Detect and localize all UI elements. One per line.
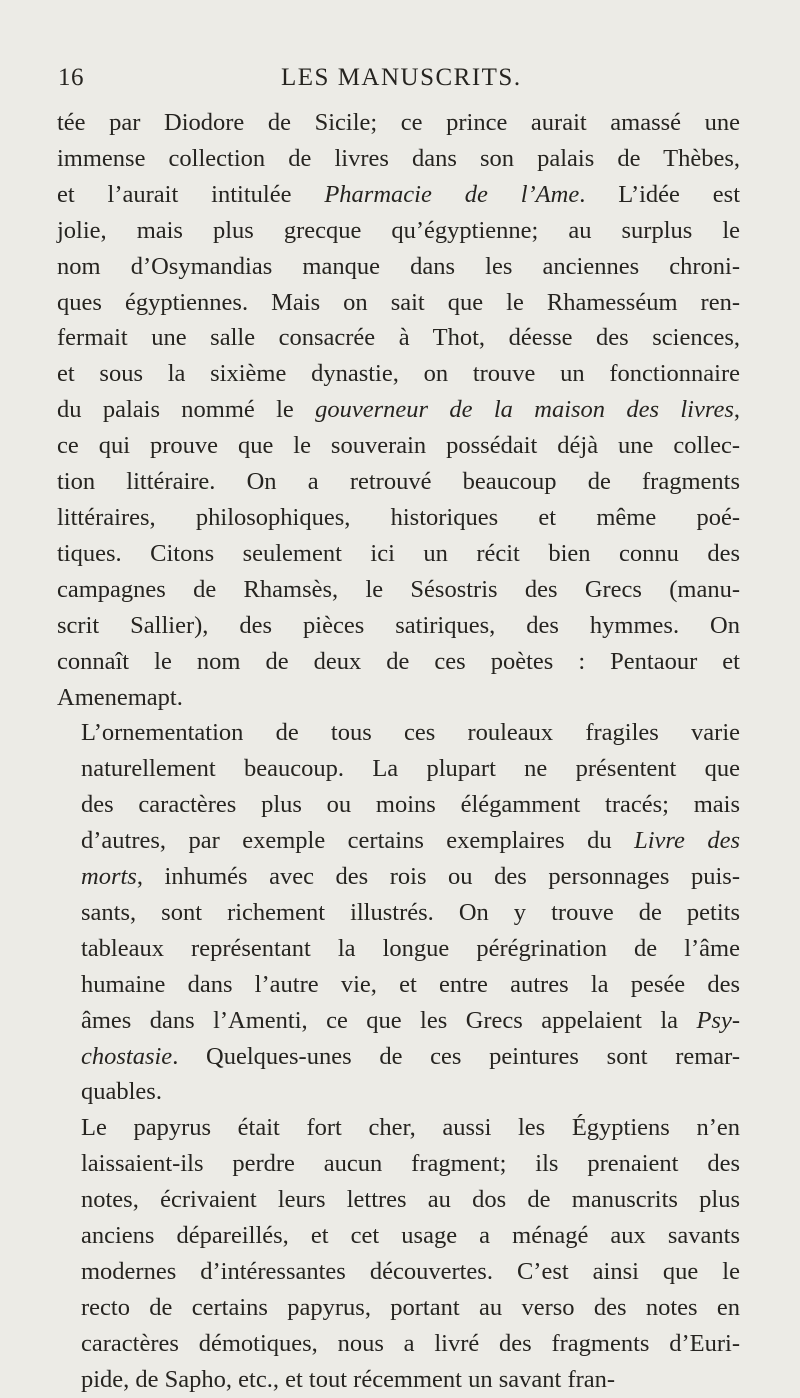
page-number: 16 <box>58 64 84 91</box>
text-line: ques égyptiennes. Mais on sait que le Rhamesséum ren- <box>57 288 740 316</box>
text-line: pide, de Sapho, etc., et tout récemment un savant fran- <box>81 1365 616 1393</box>
text-line: littéraires, philosophiques, historiques et même poé- <box>57 503 740 531</box>
text-line: quables. <box>81 1078 162 1106</box>
italic-title: morts <box>81 863 137 891</box>
text-line: tion littéraire. On a retrouvé beaucoup de fragments <box>57 468 740 496</box>
paragraph-2 <box>57 715 740 1110</box>
text-line: Le papyrus était fort cher, aussi les Égyptiens n’en <box>81 1114 740 1142</box>
text-line: nom d’Osymandias manque dans les anciennes chroni- <box>57 252 740 280</box>
text-line: laissaient-ils perdre aucun fragment; ils prenaient des <box>81 1150 740 1178</box>
text-line: Amenemapt. <box>57 683 183 711</box>
text-line: des caractères plus ou moins élégamment tracés; mais <box>81 791 740 819</box>
text-line: chostasie. Quelques-unes de ces peintures sont remar- <box>81 1042 740 1070</box>
text-line: fermait une salle consacrée à Thot, déesse des sciences, <box>57 324 740 352</box>
text-line: campagnes de Rhamsès, le Sésostris des Grecs (manu- <box>57 575 740 603</box>
italic-title: Pharmacie de l’Ame <box>324 180 580 208</box>
text-line: sants, sont richement illustrés. On y trouve de petits <box>81 898 740 926</box>
text-line: du palais nommé le gouverneur de la maison des livres, <box>57 396 740 424</box>
italic-title: gouverneur de la maison des livres <box>315 396 734 424</box>
text-line: caractères démotiques, nous a livré des fragments d’Euri- <box>81 1329 740 1357</box>
text-line: L’ornementation de tous ces rouleaux fragiles varie <box>81 719 740 747</box>
running-title: LES MANUSCRITS. <box>281 64 522 91</box>
paragraph-1 <box>57 105 740 715</box>
text-line: et sous la sixième dynastie, on trouve un fonctionnaire <box>57 360 740 388</box>
italic-title: Psy- <box>696 1006 740 1034</box>
text-line: ce qui prouve que le souverain possédait déjà une collec- <box>57 432 740 460</box>
text-line: tableaux représentant la longue pérégrination de l’âme <box>81 934 740 962</box>
text-line: modernes d’intéressantes découvertes. C’est ainsi que le <box>81 1258 740 1285</box>
italic-title: Livre des <box>634 827 740 855</box>
body-text <box>57 105 740 1398</box>
italic-title: chostasie <box>81 1042 173 1070</box>
text-line: d’autres, par exemple certains exemplaires du Livre des <box>81 827 740 855</box>
paragraph-3 <box>57 1110 740 1397</box>
text-line: recto de certains papyrus, portant au verso des notes en <box>81 1293 740 1321</box>
text-line: morts, inhumés avec des rois ou des personnages puis- <box>81 863 740 891</box>
text-line: tée par Diodore de Sicile; ce prince aurait amassé une <box>57 109 740 136</box>
text-line: jolie, mais plus grecque qu’égyptienne; au surplus le <box>57 216 740 244</box>
text-line: humaine dans l’autre vie, et entre autres la pesée des <box>81 970 740 998</box>
text-line: âmes dans l’Amenti, ce que les Grecs appelaient la Psy- <box>81 1006 740 1034</box>
text-line: scrit Sallier), des pièces satiriques, des hymmes. On <box>57 611 740 639</box>
text-line: naturellement beaucoup. La plupart ne présentent que <box>81 755 740 783</box>
text-line: tiques. Citons seulement ici un récit bien connu des <box>57 539 740 567</box>
text-line: et l’aurait intitulée Pharmacie de l’Ame. L’idée est <box>57 180 741 208</box>
text-line: immense collection de livres dans son palais de Thèbes, <box>57 144 740 172</box>
text-line: notes, écrivaient leurs lettres au dos de manuscrits plus <box>81 1186 740 1214</box>
page-header <box>58 64 740 104</box>
text-line: connaît le nom de deux de ces poètes : Pentaour et <box>57 647 740 675</box>
text-line: anciens dépareillés, et cet usage a ménagé aux savants <box>81 1222 740 1250</box>
